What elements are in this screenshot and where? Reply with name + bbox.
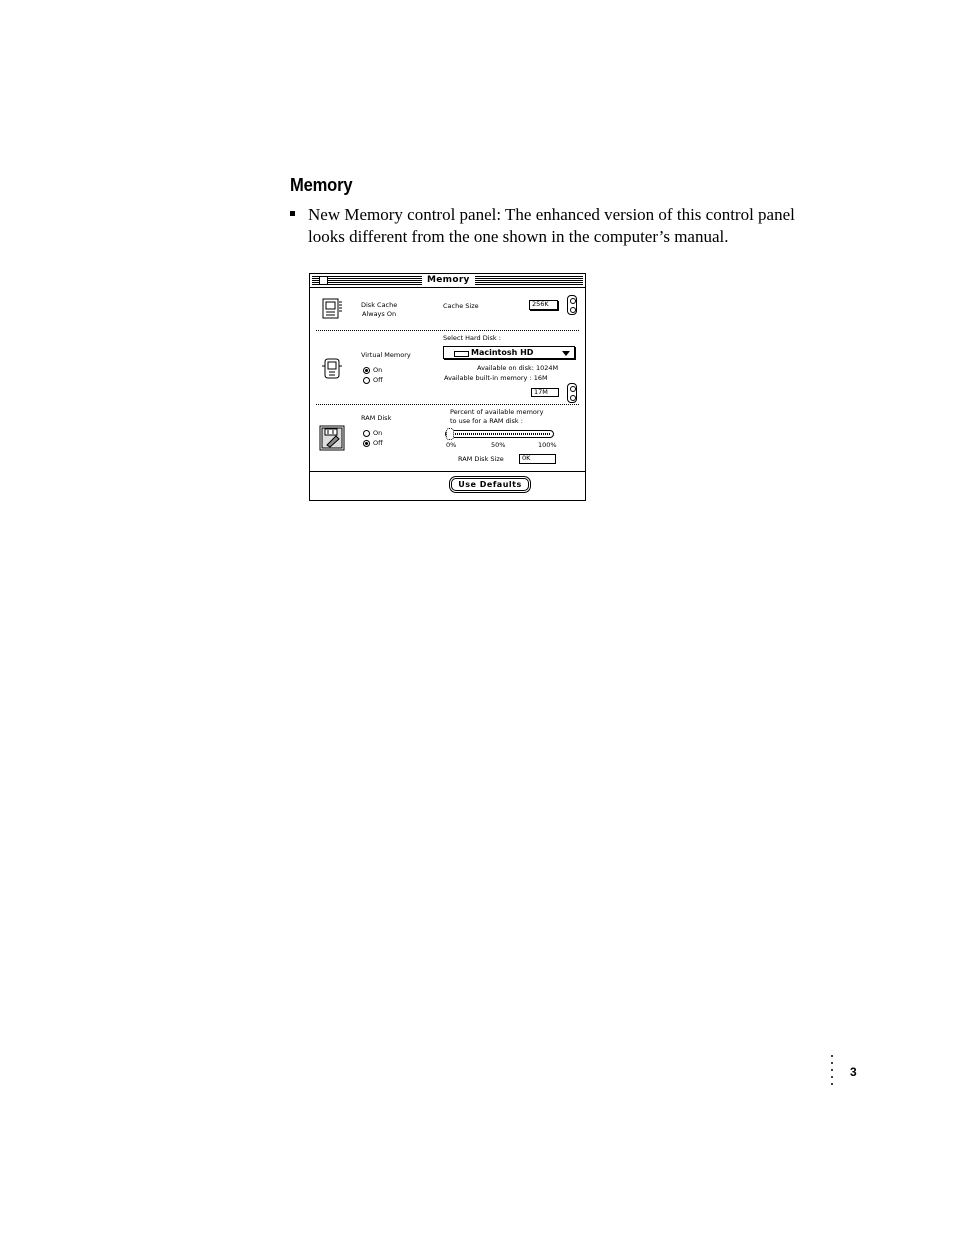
vm-on-label: On bbox=[373, 366, 383, 374]
ram-disk-percent-slider[interactable] bbox=[445, 430, 554, 438]
cache-size-label: Cache Size bbox=[443, 302, 479, 310]
slider-tick-100: 100% bbox=[538, 441, 557, 449]
select-hard-disk-label: Select Hard Disk : bbox=[443, 334, 501, 342]
slider-tick-50: 50% bbox=[491, 441, 506, 449]
vm-off-option[interactable] bbox=[363, 376, 383, 384]
cache-size-stepper[interactable] bbox=[567, 295, 577, 315]
stepper-down-icon[interactable] bbox=[570, 307, 576, 313]
stepper-up-icon[interactable] bbox=[570, 298, 576, 304]
slider-tick-0: 0% bbox=[446, 441, 457, 449]
available-builtin-memory: Available built-in memory : 16M bbox=[444, 374, 548, 382]
vm-on-option[interactable] bbox=[363, 366, 382, 374]
ram-disk-on-label: On bbox=[373, 429, 383, 437]
available-on-disk: Available on disk: 1024M bbox=[477, 364, 559, 372]
percent-memory-label: Percent of available memory bbox=[450, 408, 544, 416]
window-title: Memory bbox=[422, 274, 475, 287]
ram-disk-off-option[interactable] bbox=[363, 439, 383, 447]
bullet-text: New Memory control panel: The enhanced version of this control panel looks different from the one shown in the computer’s manual. bbox=[308, 205, 795, 246]
cache-size-field[interactable]: 256K bbox=[529, 300, 558, 310]
stepper-down-icon[interactable] bbox=[570, 395, 576, 401]
stepper-up-icon[interactable] bbox=[570, 386, 576, 392]
memory-control-panel-window bbox=[309, 273, 586, 501]
percent-memory-label-line2: to use for a RAM disk : bbox=[450, 417, 523, 425]
vm-off-label: Off bbox=[373, 376, 383, 384]
virtual-memory-size-field[interactable]: 17M bbox=[531, 388, 559, 397]
popup-arrow-icon bbox=[562, 351, 570, 356]
ram-disk-on-option[interactable] bbox=[363, 429, 382, 437]
hard-disk-name: Macintosh HD bbox=[471, 348, 534, 357]
vm-size-stepper[interactable] bbox=[567, 383, 577, 403]
ram-disk-on-radio[interactable] bbox=[363, 430, 370, 437]
title-bar[interactable] bbox=[310, 274, 585, 288]
vm-off-radio[interactable] bbox=[363, 377, 370, 384]
ram-disk-size-field[interactable]: 0K bbox=[519, 454, 556, 464]
ram-disk-off-label: Off bbox=[373, 439, 383, 447]
close-box-icon[interactable] bbox=[319, 276, 328, 285]
page-number: 3 bbox=[850, 1065, 857, 1079]
vm-on-radio[interactable] bbox=[363, 367, 370, 374]
slider-track bbox=[449, 433, 550, 435]
ram-disk-off-radio[interactable] bbox=[363, 440, 370, 447]
section-divider bbox=[316, 404, 579, 405]
disk-cache-status: Always On bbox=[362, 310, 397, 318]
virtual-memory-icon bbox=[321, 358, 343, 380]
hard-disk-popup-menu[interactable] bbox=[443, 346, 575, 359]
disk-cache-icon bbox=[321, 298, 343, 320]
hard-disk-icon bbox=[454, 351, 469, 357]
use-defaults-button[interactable]: Use Defaults bbox=[451, 478, 529, 491]
slider-thumb[interactable] bbox=[446, 428, 454, 440]
page-dots-decoration bbox=[831, 1055, 834, 1090]
section-heading: Memory bbox=[290, 175, 353, 195]
section-divider bbox=[316, 330, 579, 331]
footer-divider bbox=[310, 471, 585, 472]
ram-disk-label: RAM Disk bbox=[361, 414, 392, 422]
ram-disk-size-label: RAM Disk Size bbox=[458, 455, 504, 463]
bullet-marker bbox=[290, 211, 295, 216]
ram-disk-icon bbox=[319, 425, 345, 451]
disk-cache-label: Disk Cache bbox=[361, 301, 398, 309]
virtual-memory-label: Virtual Memory bbox=[361, 351, 411, 359]
